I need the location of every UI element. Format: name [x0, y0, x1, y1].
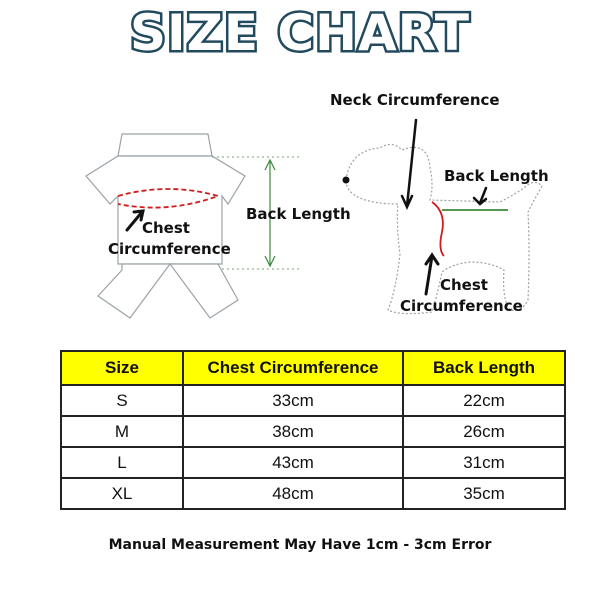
chest-cell: 43cm — [183, 447, 403, 478]
header-size: Size — [61, 351, 183, 385]
dog-neck-label: Neck Circumference — [330, 91, 500, 109]
back-length-cell: 26cm — [403, 416, 565, 447]
chest-cell: 38cm — [183, 416, 403, 447]
table-header-row — [61, 351, 565, 385]
dog-eye — [343, 177, 350, 184]
dog-back-pointer-arrow — [474, 188, 486, 204]
size-cell: S — [61, 385, 183, 416]
chest-cell: 48cm — [183, 478, 403, 509]
size-cell: L — [61, 447, 183, 478]
dog-circumference-label: Circumference — [400, 297, 523, 315]
shirt-collar — [118, 134, 212, 156]
back-length-cell: 35cm — [403, 478, 565, 509]
dog-neck-pointer-arrow — [402, 120, 416, 207]
shirt-back-length-label: Back Length — [246, 205, 351, 223]
table-row — [61, 478, 565, 509]
dog-back-length-label: Back Length — [444, 167, 549, 185]
header-chest-circumference: Chest Circumference — [183, 351, 403, 385]
size-table — [60, 350, 566, 510]
table-row — [61, 385, 565, 416]
dog-chest-pointer-arrow — [426, 255, 438, 294]
chest-cell: 33cm — [183, 385, 403, 416]
header-back-length: Back Length — [403, 351, 565, 385]
shirt-left-leg — [98, 264, 170, 318]
measurement-note: Manual Measurement May Have 1cm - 3cm Error — [108, 537, 492, 553]
dog-chest-label: Chest — [440, 276, 488, 294]
table-row — [61, 447, 565, 478]
shirt-circumference-label: Circumference — [108, 240, 231, 258]
back-length-cell: 31cm — [403, 447, 565, 478]
size-cell: XL — [61, 478, 183, 509]
back-length-cell: 22cm — [403, 385, 565, 416]
page-title: SIZE CHART — [129, 4, 471, 62]
table-row — [61, 416, 565, 447]
size-cell: M — [61, 416, 183, 447]
shirt-right-leg — [170, 264, 238, 318]
shirt-chest-label: Chest — [142, 219, 190, 237]
